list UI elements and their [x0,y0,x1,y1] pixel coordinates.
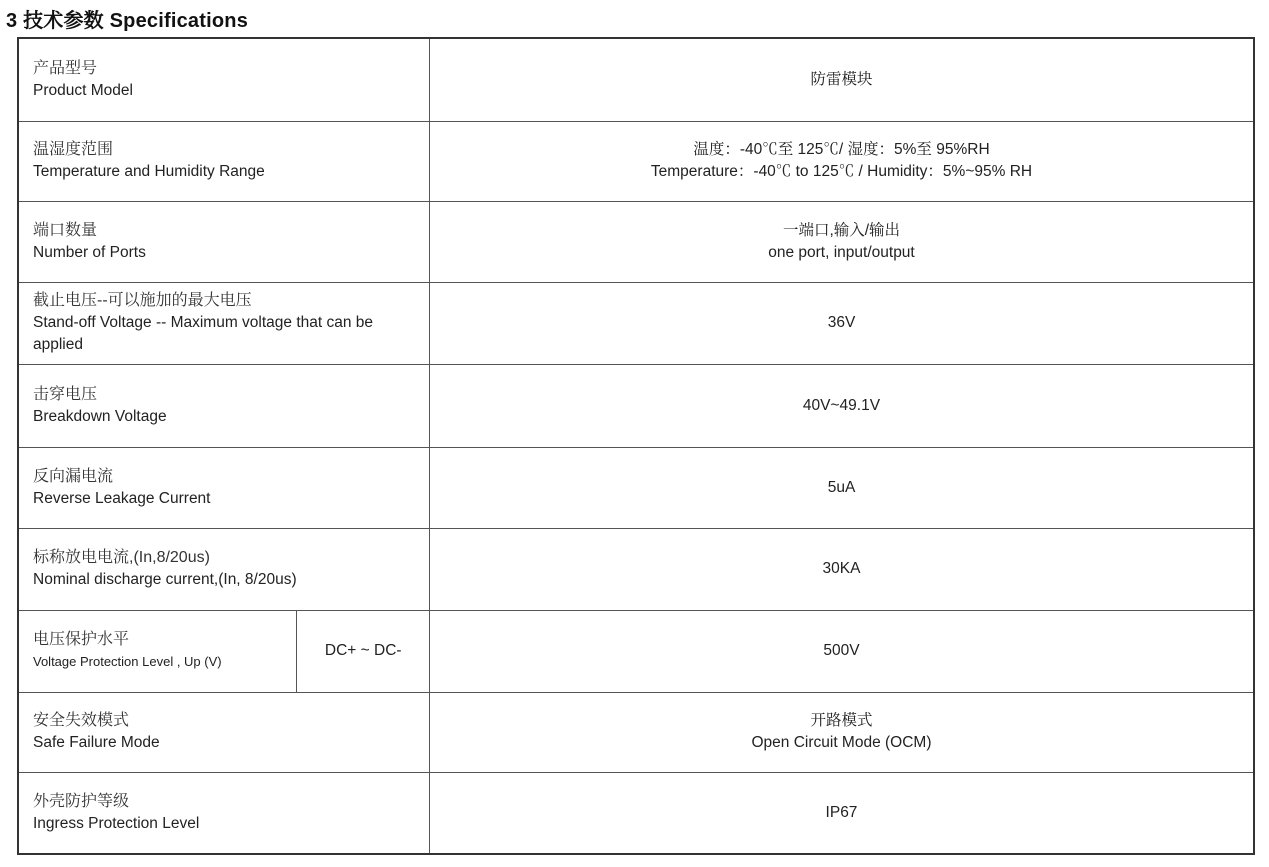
label-en: Stand-off Voltage -- Maximum voltage that can be applied [33,314,374,353]
row-label [18,201,430,282]
value-line: 30KA [822,560,861,577]
label-en: Safe Failure Mode [33,734,160,751]
row-sub-label: DC+ ~ DC- [297,610,430,692]
value-line: 36V [827,314,856,331]
table-row-voltage-protection-level [18,610,1254,692]
row-label [18,447,430,528]
row-value [430,528,1255,610]
value-line: 500V [823,642,860,659]
row-value [430,121,1255,201]
label-zh: 温湿度范围 [33,141,114,158]
table-row-reverse-leakage-current [18,447,1254,528]
row-label [18,364,430,447]
value-line: IP67 [825,803,858,821]
row-value [430,772,1255,854]
table-row-stand-off-voltage [18,282,1254,364]
value-line: 防雷模块 [810,70,873,88]
label-en: Product Model [33,81,133,99]
row-value [430,364,1255,447]
value-line: one port, input/output [768,243,915,261]
row-label [18,38,430,121]
label-en: Ingress Protection Level [33,814,200,832]
table-row-number-of-ports [18,201,1254,282]
label-zh: 标称放电电流,(In,8/20us) [33,549,210,566]
row-label [18,772,430,854]
table-row-safe-failure-mode [18,692,1254,772]
label-en: Voltage Protection Level , Up (V) [33,654,222,669]
label-zh: 截止电压--可以施加的最大电压 [33,292,252,309]
table-row-ingress-protection-level [18,772,1254,854]
label-en: Temperature and Humidity Range [33,163,265,180]
row-value [430,38,1255,121]
value-line: Temperature：-40℃ to 125℃ / Humidity：5%~95% RH [650,163,1033,180]
label-zh: 电压保护水平 [33,631,130,648]
value-line: Open Circuit Mode (OCM) [751,734,932,751]
row-label [18,282,430,364]
label-zh: 产品型号 [33,59,98,77]
label-zh: 安全失效模式 [33,712,130,729]
table-row-nominal-discharge-current [18,528,1254,610]
row-value [430,282,1255,364]
row-value [430,447,1255,528]
row-value [430,692,1255,772]
value-line: 一端口,输入/输出 [782,221,901,239]
row-value [430,610,1255,692]
label-zh: 反向漏电流 [33,467,114,485]
value-line: 40V~49.1V [802,396,881,414]
row-label [18,692,430,772]
label-en: Reverse Leakage Current [33,489,211,507]
label-zh: 端口数量 [33,221,98,239]
specifications-table [17,37,1255,855]
label-en: Breakdown Voltage [33,407,167,425]
section-title: 3 技术参数 Specifications [6,10,249,32]
label-zh: 外壳防护等级 [33,792,130,810]
value-line: 5uA [827,478,856,496]
table-row-temperature-humidity [18,121,1254,201]
label-en: Number of Ports [33,243,146,261]
row-label [18,121,430,201]
value-line: 开路模式 [810,712,873,729]
label-en: Nominal discharge current,(In, 8/20us) [33,571,297,588]
value-line: 温度：-40℃至 125℃/ 湿度：5%至 95%RH [693,141,990,158]
row-value [430,201,1255,282]
table-row-breakdown-voltage [18,364,1254,447]
label-zh: 击穿电压 [33,385,98,403]
row-label [18,528,430,610]
row-label [18,610,297,692]
table-row-product-model [18,38,1254,121]
